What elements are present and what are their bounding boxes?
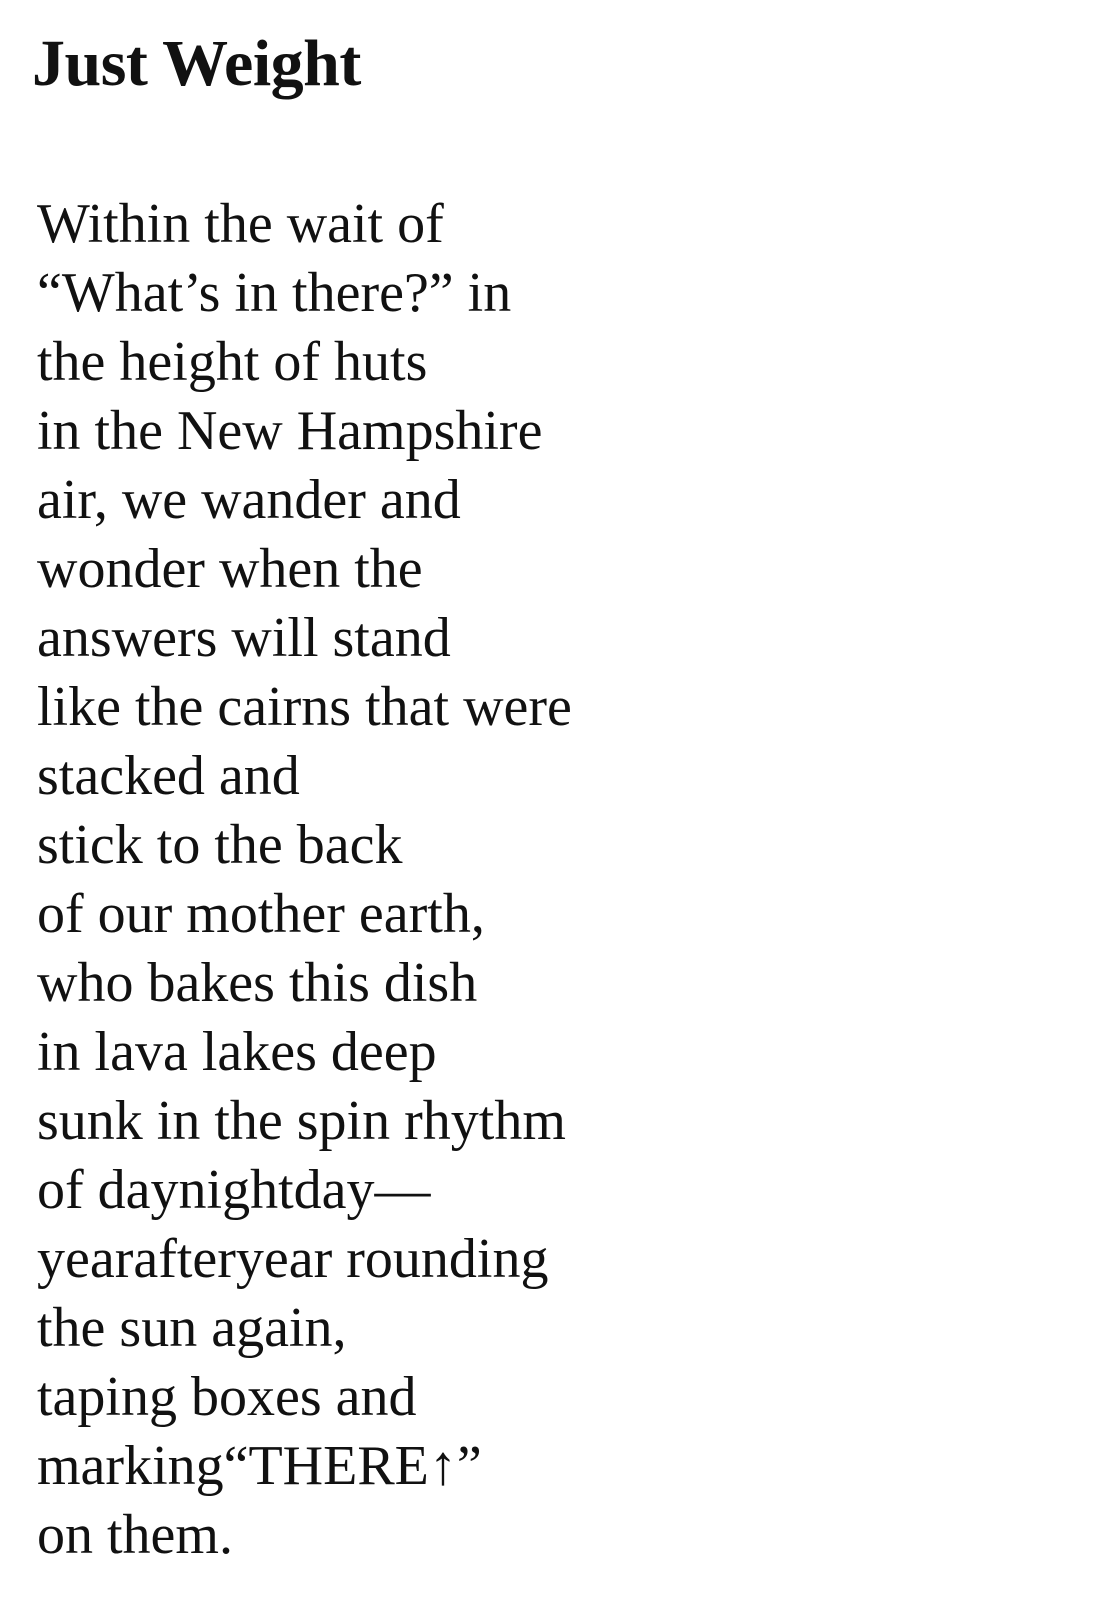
- poem-line: of daynightday—: [37, 1159, 431, 1221]
- poem-line: in lava lakes deep: [37, 1021, 437, 1083]
- poem-line: in the New Hampshire: [37, 400, 543, 462]
- poem-line: answers will stand: [37, 607, 451, 669]
- poem-line: marking“THERE↑”: [37, 1435, 482, 1497]
- poem-line: yearafteryear rounding: [37, 1228, 549, 1290]
- poem-line: “What’s in there?” in: [37, 262, 512, 324]
- poem-title: Just Weight: [32, 27, 361, 100]
- poem-line: on them.: [37, 1504, 233, 1566]
- poem-line: air, we wander and: [37, 469, 461, 531]
- poem-line: taping boxes and: [37, 1366, 417, 1428]
- poem-line: stacked and: [37, 745, 300, 807]
- poem-line: sunk in the spin rhythm: [37, 1090, 566, 1152]
- poem-line: Within the wait of: [37, 193, 444, 255]
- poem-line: the sun again,: [37, 1297, 347, 1359]
- poem-body: [37, 190, 572, 1570]
- poem-line: the height of huts: [37, 331, 428, 393]
- poem-line: wonder when the: [37, 538, 423, 600]
- poem-line: like the cairns that were: [37, 676, 572, 738]
- poem-line: who bakes this dish: [37, 952, 478, 1014]
- poem-line: of our mother earth,: [37, 883, 485, 945]
- poem-line: stick to the back: [37, 814, 403, 876]
